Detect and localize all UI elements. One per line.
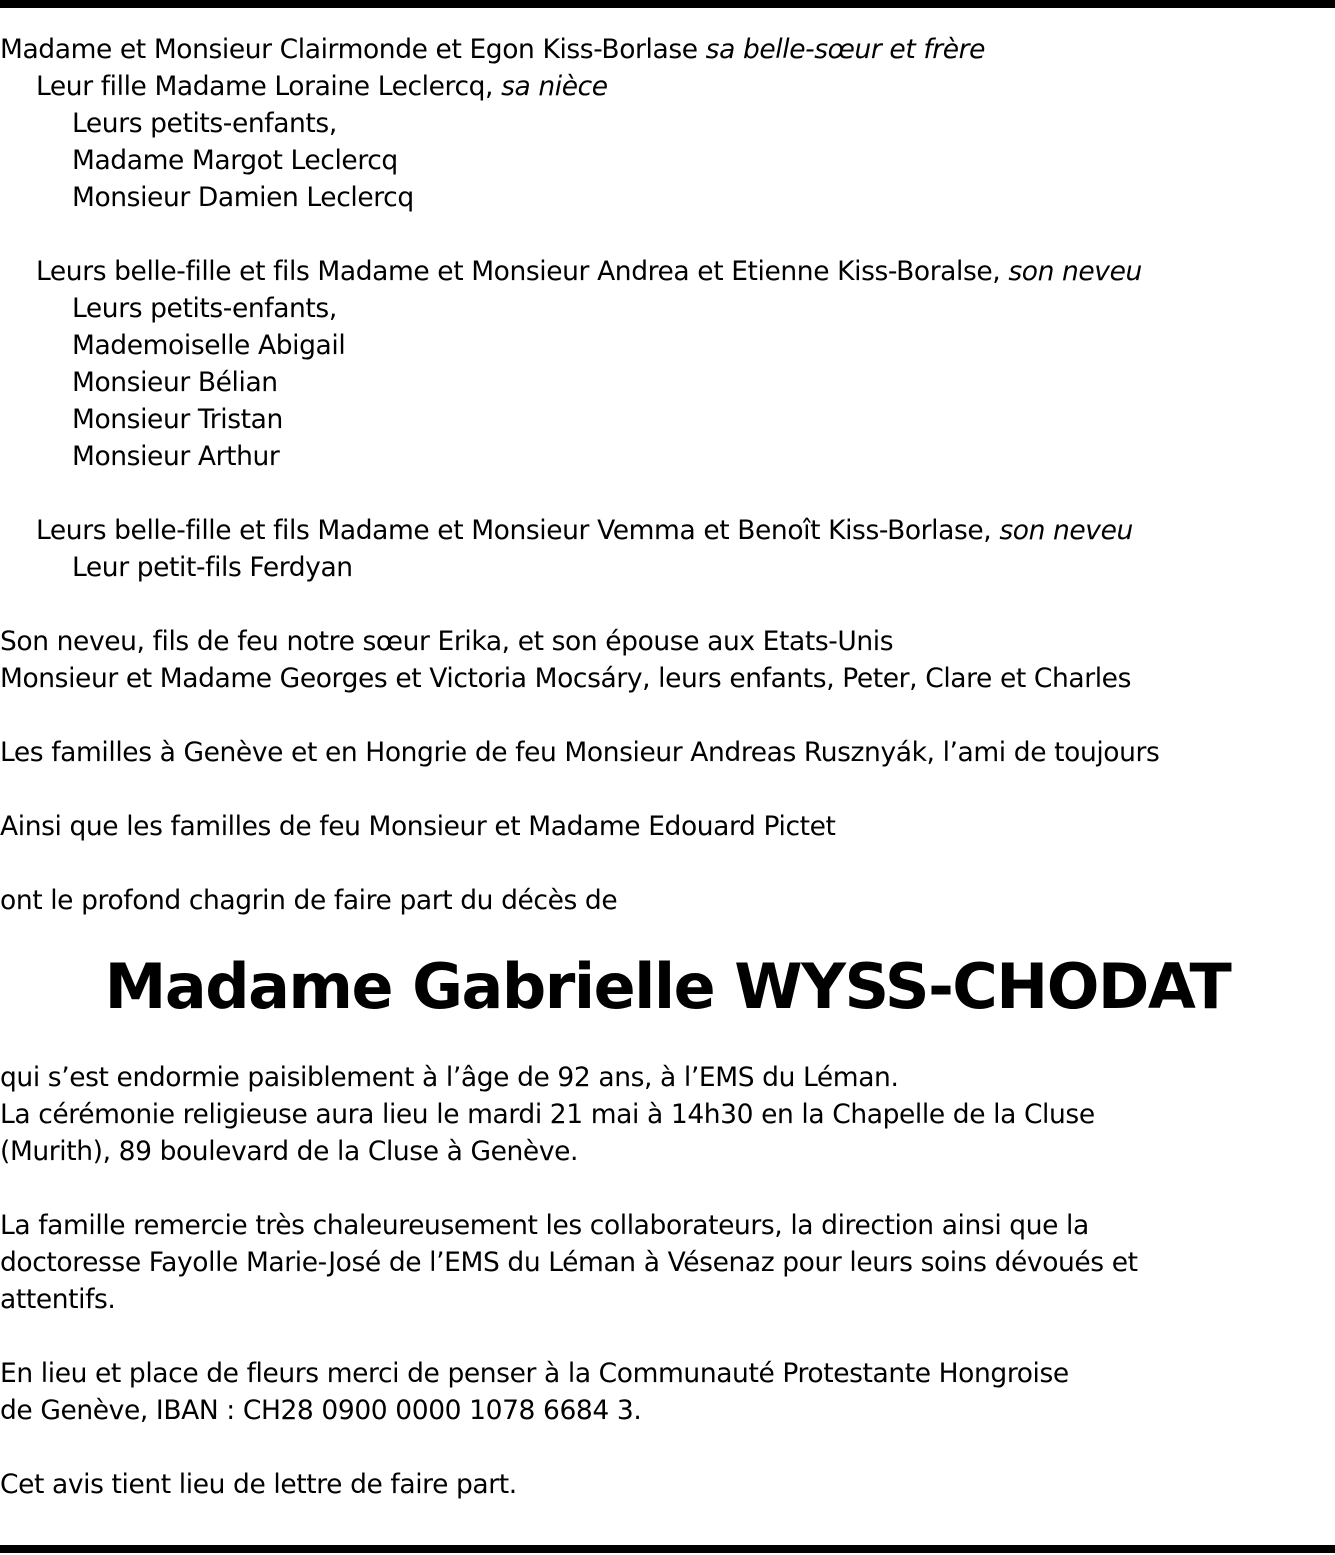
relation-text: son neveu	[999, 515, 1133, 546]
family-line: Leurs petits-enfants,	[72, 293, 337, 324]
top-rule	[0, 0, 1335, 8]
detail-line: Cet avis tient lieu de lettre de faire part.	[0, 1469, 517, 1500]
family-line: Madame Margot Leclercq	[72, 145, 398, 176]
family-name-text: Leur fille Madame Loraine Leclercq,	[36, 71, 502, 102]
family-line: Mademoiselle Abigail	[72, 330, 346, 361]
bottom-rule	[0, 1545, 1335, 1553]
family-line: Les familles à Genève et en Hongrie de feu Monsieur Andreas Rusznyák, l’ami de toujours	[0, 737, 1160, 768]
detail-line: En lieu et place de fleurs merci de penser à la Communauté Protestante Hongroise	[0, 1358, 1069, 1389]
family-line: Leurs petits-enfants,	[72, 108, 337, 139]
detail-line: La famille remercie très chaleureusement les collaborateurs, la direction ainsi que la	[0, 1210, 1089, 1241]
family-name-text: Leurs belle-fille et fils Madame et Monsieur Vemma et Benoît Kiss-Borlase,	[36, 515, 1000, 546]
family-line: Monsieur Tristan	[72, 404, 283, 435]
family-line	[0, 512, 1335, 549]
relation-text: sa nièce	[501, 71, 608, 102]
family-line: Leur petit-fils Ferdyan	[72, 552, 353, 583]
detail-line: de Genève, IBAN : CH28 0900 0000 1078 6684 3.	[0, 1395, 642, 1426]
detail-line: attentifs.	[0, 1284, 116, 1315]
relation-text: sa belle-sœur et frère	[705, 34, 986, 65]
announcement-line: ont le profond chagrin de faire part du décès de	[0, 885, 618, 916]
family-name-text: Leurs belle-fille et fils Madame et Monsieur Andrea et Etienne Kiss-Boralse,	[36, 256, 1009, 287]
family-line	[0, 253, 1335, 290]
family-line: Monsieur Damien Leclercq	[72, 182, 414, 213]
family-line: Ainsi que les familles de feu Monsieur et Madame Edouard Pictet	[0, 811, 836, 842]
detail-line: (Murith), 89 boulevard de la Cluse à Genève.	[0, 1136, 579, 1167]
family-line: Monsieur et Madame Georges et Victoria Mocsáry, leurs enfants, Peter, Clare et Charles	[0, 663, 1131, 694]
relation-text: son neveu	[1008, 256, 1142, 287]
family-line: Son neveu, fils de feu notre sœur Erika, et son épouse aux Etats-Unis	[0, 626, 894, 657]
detail-line: doctoresse Fayolle Marie-José de l’EMS du Léman à Vésenaz pour leurs soins dévoués et	[0, 1247, 1138, 1278]
family-line	[0, 31, 1335, 68]
family-name-text: Madame et Monsieur Clairmonde et Egon Kiss-Borlase	[0, 34, 706, 65]
family-line: Monsieur Arthur	[72, 441, 280, 472]
detail-line: La cérémonie religieuse aura lieu le mardi 21 mai à 14h30 en la Chapelle de la Cluse	[0, 1099, 1095, 1130]
obituary-notice	[0, 31, 1335, 1503]
family-line	[0, 68, 1335, 105]
deceased-name: Madame Gabrielle WYSS-CHODAT	[104, 950, 1231, 1023]
detail-line: qui s’est endormie paisiblement à l’âge de 92 ans, à l’EMS du Léman.	[0, 1062, 899, 1093]
family-line: Monsieur Bélian	[72, 367, 278, 398]
